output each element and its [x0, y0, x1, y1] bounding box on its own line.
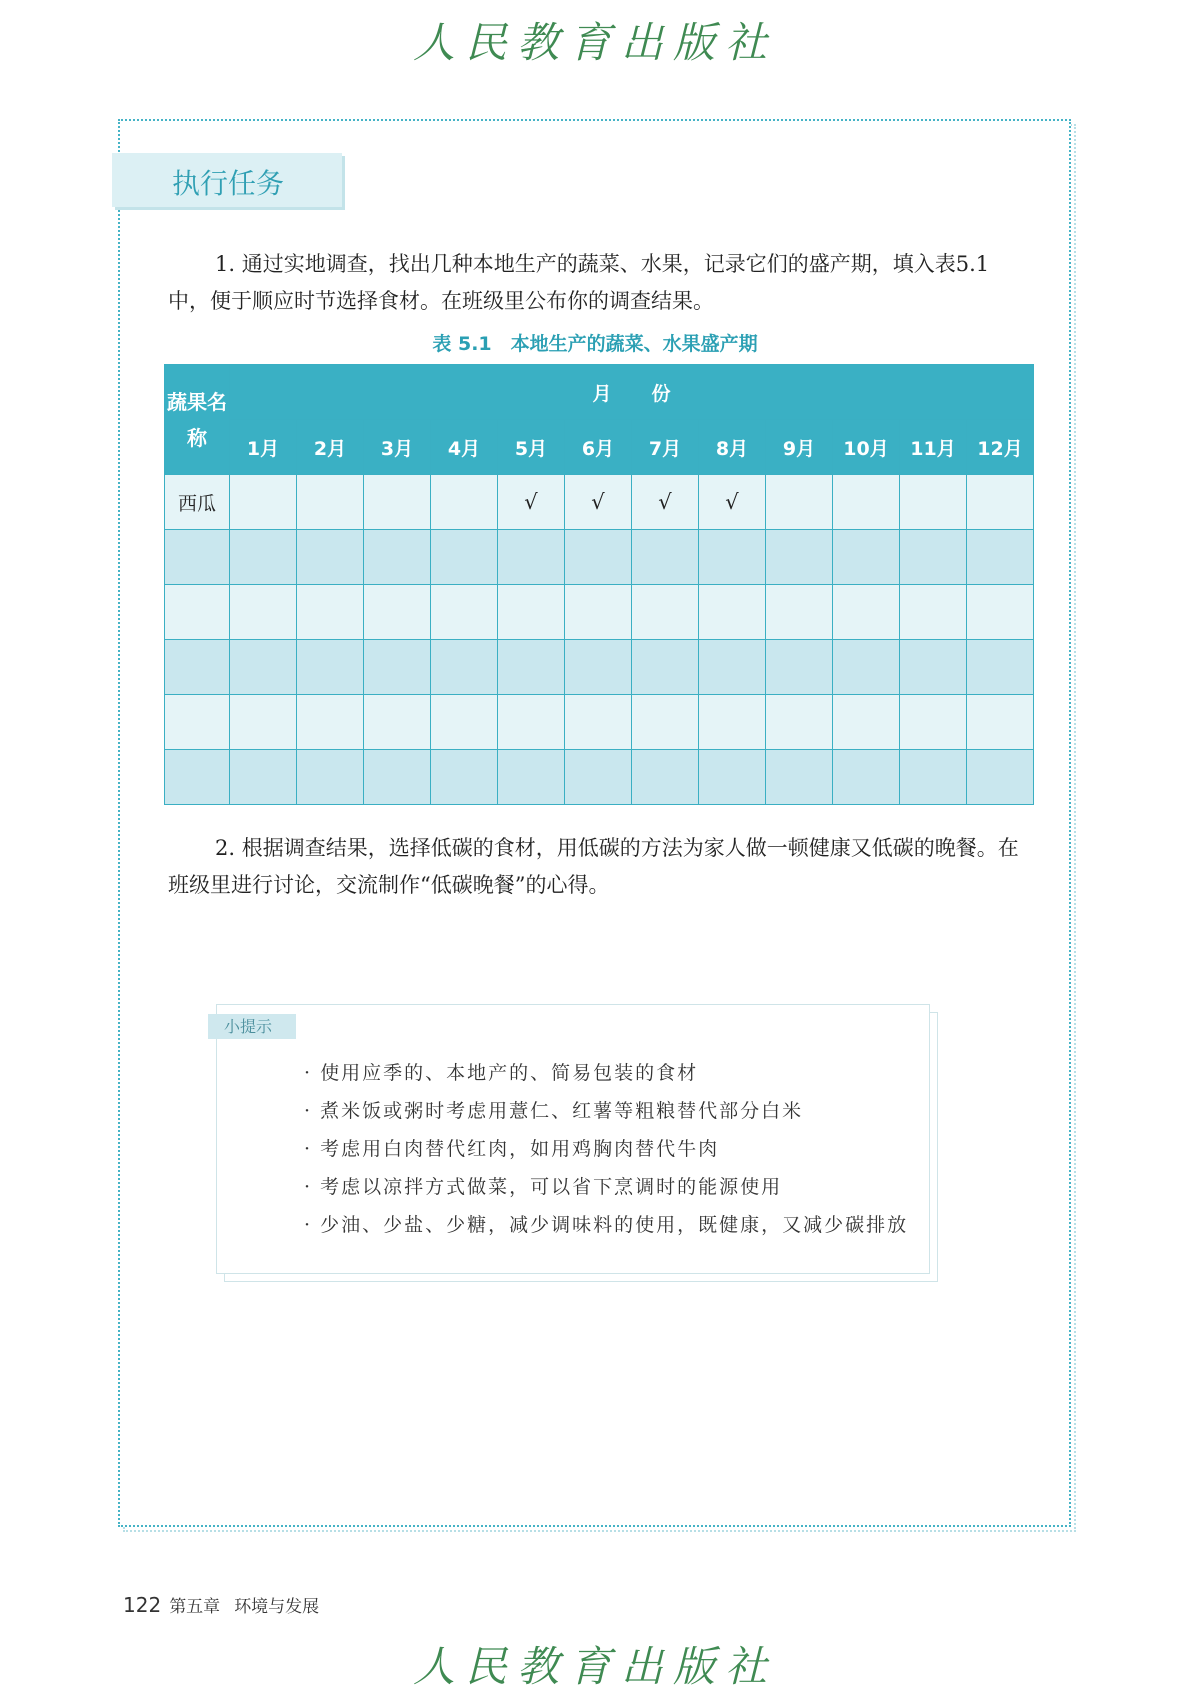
table-row [165, 475, 1034, 530]
month-header-cell: 7月 [632, 420, 699, 475]
month-cell[interactable] [967, 695, 1034, 750]
chapter-label: 第五章 [169, 1597, 221, 1617]
month-cell[interactable] [900, 750, 967, 805]
month-cell[interactable] [364, 695, 431, 750]
month-cell[interactable] [565, 640, 632, 695]
publisher-logo-top: 人民教育出版社 [412, 18, 777, 67]
month-cell[interactable] [230, 475, 297, 530]
month-header-cell: 9月 [766, 420, 833, 475]
month-cell[interactable]: √ [699, 475, 766, 530]
month-cell[interactable] [900, 475, 967, 530]
month-cell[interactable] [632, 585, 699, 640]
produce-name-cell[interactable] [165, 695, 230, 750]
month-cell[interactable] [230, 695, 297, 750]
produce-name-cell[interactable] [165, 585, 230, 640]
month-header-cell: 1月 [230, 420, 297, 475]
month-cell[interactable] [297, 695, 364, 750]
month-cell[interactable] [699, 530, 766, 585]
task-paragraph-2: 2. 根据调查结果，选择低碳的食材，用低碳的方法为家人做一顿健康又低碳的晚餐。在班级里进行讨论，交流制作“低碳晚餐”的心得。 [168, 836, 1019, 897]
month-cell[interactable] [565, 750, 632, 805]
month-cell[interactable] [230, 640, 297, 695]
month-cell[interactable] [364, 530, 431, 585]
produce-name-cell[interactable] [165, 750, 230, 805]
month-cell[interactable] [297, 530, 364, 585]
month-cell[interactable] [297, 475, 364, 530]
table-row [165, 695, 1034, 750]
month-cell[interactable] [230, 530, 297, 585]
month-cell[interactable] [431, 750, 498, 805]
month-cell[interactable] [364, 640, 431, 695]
tip-item: · 考虑以凉拌方式做菜，可以省下烹调时的能源使用 [304, 1168, 908, 1206]
harvest-table [164, 364, 1034, 805]
month-cell[interactable] [967, 585, 1034, 640]
page-footer [123, 1592, 319, 1617]
month-cell[interactable] [967, 750, 1034, 805]
month-cell[interactable] [230, 585, 297, 640]
month-cell[interactable] [833, 695, 900, 750]
task-paragraph-1: 1. 通过实地调查，找出几种本地生产的蔬菜、水果，记录它们的盛产期，填入表5.1中，便于顺应时节选择食材。在班级里公布你的调查结果。 [168, 252, 990, 313]
task-heading: 执行任务 [172, 167, 285, 200]
month-header-cell: 4月 [431, 420, 498, 475]
month-cell[interactable] [230, 750, 297, 805]
column-header-produce-name: 蔬果名称 [165, 365, 230, 475]
section-label: 环境与发展 [234, 1597, 320, 1617]
month-header-cell: 11月 [900, 420, 967, 475]
month-cell[interactable] [498, 640, 565, 695]
month-cell[interactable] [431, 585, 498, 640]
table-row [165, 585, 1034, 640]
month-cell[interactable] [364, 750, 431, 805]
month-cell[interactable]: √ [632, 475, 699, 530]
tip-item: · 使用应季的、本地产的、简易包装的食材 [304, 1054, 908, 1092]
month-cell[interactable] [364, 475, 431, 530]
month-cell[interactable] [967, 475, 1034, 530]
task-banner [112, 153, 342, 207]
month-header-label: 月份 [592, 382, 711, 405]
month-cell[interactable] [699, 695, 766, 750]
month-header-cell: 12月 [967, 420, 1034, 475]
month-cell[interactable] [498, 695, 565, 750]
tip-item: · 考虑用白肉替代红肉，如用鸡胸肉替代牛肉 [304, 1130, 908, 1168]
month-header-cell: 5月 [498, 420, 565, 475]
month-cell[interactable] [766, 750, 833, 805]
month-header-cell: 10月 [833, 420, 900, 475]
month-cell[interactable] [900, 640, 967, 695]
month-header-cell: 2月 [297, 420, 364, 475]
month-cell[interactable] [699, 585, 766, 640]
month-cell[interactable] [431, 475, 498, 530]
table-row [165, 640, 1034, 695]
month-cell[interactable] [766, 640, 833, 695]
month-cell[interactable] [833, 640, 900, 695]
produce-name-cell[interactable] [165, 530, 230, 585]
month-cell[interactable] [297, 750, 364, 805]
month-cell[interactable] [833, 475, 900, 530]
page-number: 122 [123, 1593, 162, 1617]
column-header-month [230, 365, 1034, 420]
month-cell[interactable] [833, 750, 900, 805]
month-cell[interactable] [699, 640, 766, 695]
month-cell[interactable] [766, 585, 833, 640]
month-cell[interactable] [900, 585, 967, 640]
month-header-cell: 6月 [565, 420, 632, 475]
month-cell[interactable] [900, 530, 967, 585]
month-cell[interactable] [632, 530, 699, 585]
month-cell[interactable]: √ [498, 475, 565, 530]
month-cell[interactable] [498, 750, 565, 805]
month-cell[interactable] [565, 695, 632, 750]
table-title: 表 5.1 本地生产的蔬菜、水果盛产期 [432, 333, 758, 355]
month-header-cell: 8月 [699, 420, 766, 475]
produce-name-cell[interactable]: 西瓜 [165, 475, 230, 530]
month-cell[interactable] [364, 585, 431, 640]
month-cell[interactable] [766, 475, 833, 530]
produce-name-cell[interactable] [165, 640, 230, 695]
month-cell[interactable] [632, 750, 699, 805]
month-cell[interactable] [297, 585, 364, 640]
month-cell[interactable] [833, 585, 900, 640]
month-cell[interactable] [431, 530, 498, 585]
publisher-logo-bottom: 人民教育出版社 [412, 1642, 777, 1691]
month-cell[interactable] [498, 585, 565, 640]
tip-item: · 煮米饭或粥时考虑用薏仁、红薯等粗粮替代部分白米 [304, 1092, 908, 1130]
month-cell[interactable] [699, 750, 766, 805]
table-row [165, 750, 1034, 805]
month-header-cell: 3月 [364, 420, 431, 475]
month-cell[interactable] [967, 530, 1034, 585]
tip-list [304, 1054, 908, 1244]
month-cell[interactable] [632, 695, 699, 750]
month-cell[interactable] [431, 695, 498, 750]
table-row [165, 530, 1034, 585]
month-cell[interactable] [431, 640, 498, 695]
month-cell[interactable] [498, 530, 565, 585]
tip-item: · 少油、少盐、少糖，减少调味料的使用，既健康，又减少碳排放 [304, 1206, 908, 1244]
month-cell[interactable] [967, 640, 1034, 695]
month-cell[interactable] [297, 640, 364, 695]
month-cell[interactable] [766, 530, 833, 585]
month-cell[interactable]: √ [565, 475, 632, 530]
month-cell[interactable] [565, 530, 632, 585]
month-cell[interactable] [833, 530, 900, 585]
month-cell[interactable] [632, 640, 699, 695]
month-cell[interactable] [565, 585, 632, 640]
month-cell[interactable] [766, 695, 833, 750]
month-cell[interactable] [900, 695, 967, 750]
tip-label: 小提示 [208, 1014, 296, 1039]
